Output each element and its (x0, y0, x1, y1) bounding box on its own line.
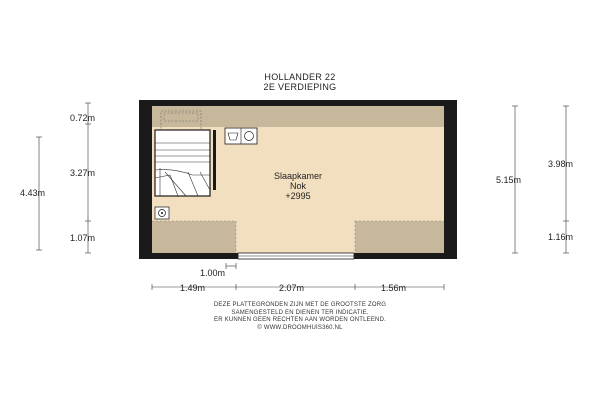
dim-right-total: 5.15m (496, 175, 522, 185)
plan-title: HOLLANDER 22 (264, 72, 336, 82)
dim-left-bottom: 1.07m (70, 233, 96, 243)
low-ceiling-top (152, 106, 444, 127)
stair (155, 130, 216, 196)
washing-machine-icon (225, 128, 257, 144)
room-name: Slaapkamer (273, 171, 323, 181)
dim-right-bottom: 1.16m (548, 232, 574, 242)
dim-right-top: 3.98m (548, 159, 574, 169)
dim-left-total: 4.43m (20, 188, 46, 198)
dim-left-top: 0.72m (70, 113, 96, 123)
disclaimer-line: DEZE PLATTEGRONDEN ZIJN MET DE GROOTSTE ZORG (213, 302, 387, 308)
dim-bottom-offset: 1.00m (200, 268, 226, 278)
low-ceiling-bottom-right (355, 221, 444, 253)
dim-left-mid: 3.27m (70, 168, 96, 178)
boiler-icon (155, 207, 169, 219)
disclaimer-line: ER KUNNEN GEEN RECHTEN AAN WORDEN ONTLEEND. (214, 317, 386, 323)
room-height: +2995 (285, 191, 311, 201)
dim-bottom-1: 1.49m (180, 283, 206, 293)
disclaimer-line: SAMENGESTELD EN DIENEN TER INDICATIE. (231, 309, 369, 316)
floor-name: 2E VERDIEPING (263, 82, 337, 92)
dim-bottom-2: 2.07m (279, 283, 305, 293)
dim-bottom-3: 1.56m (381, 283, 407, 293)
disclaimer (0, 302, 600, 332)
disclaimer-line: © WWW.DROOMHUIS360.NL (257, 324, 343, 331)
low-ceiling-bottom-left (152, 221, 236, 253)
room-subname: Nok (289, 181, 307, 191)
